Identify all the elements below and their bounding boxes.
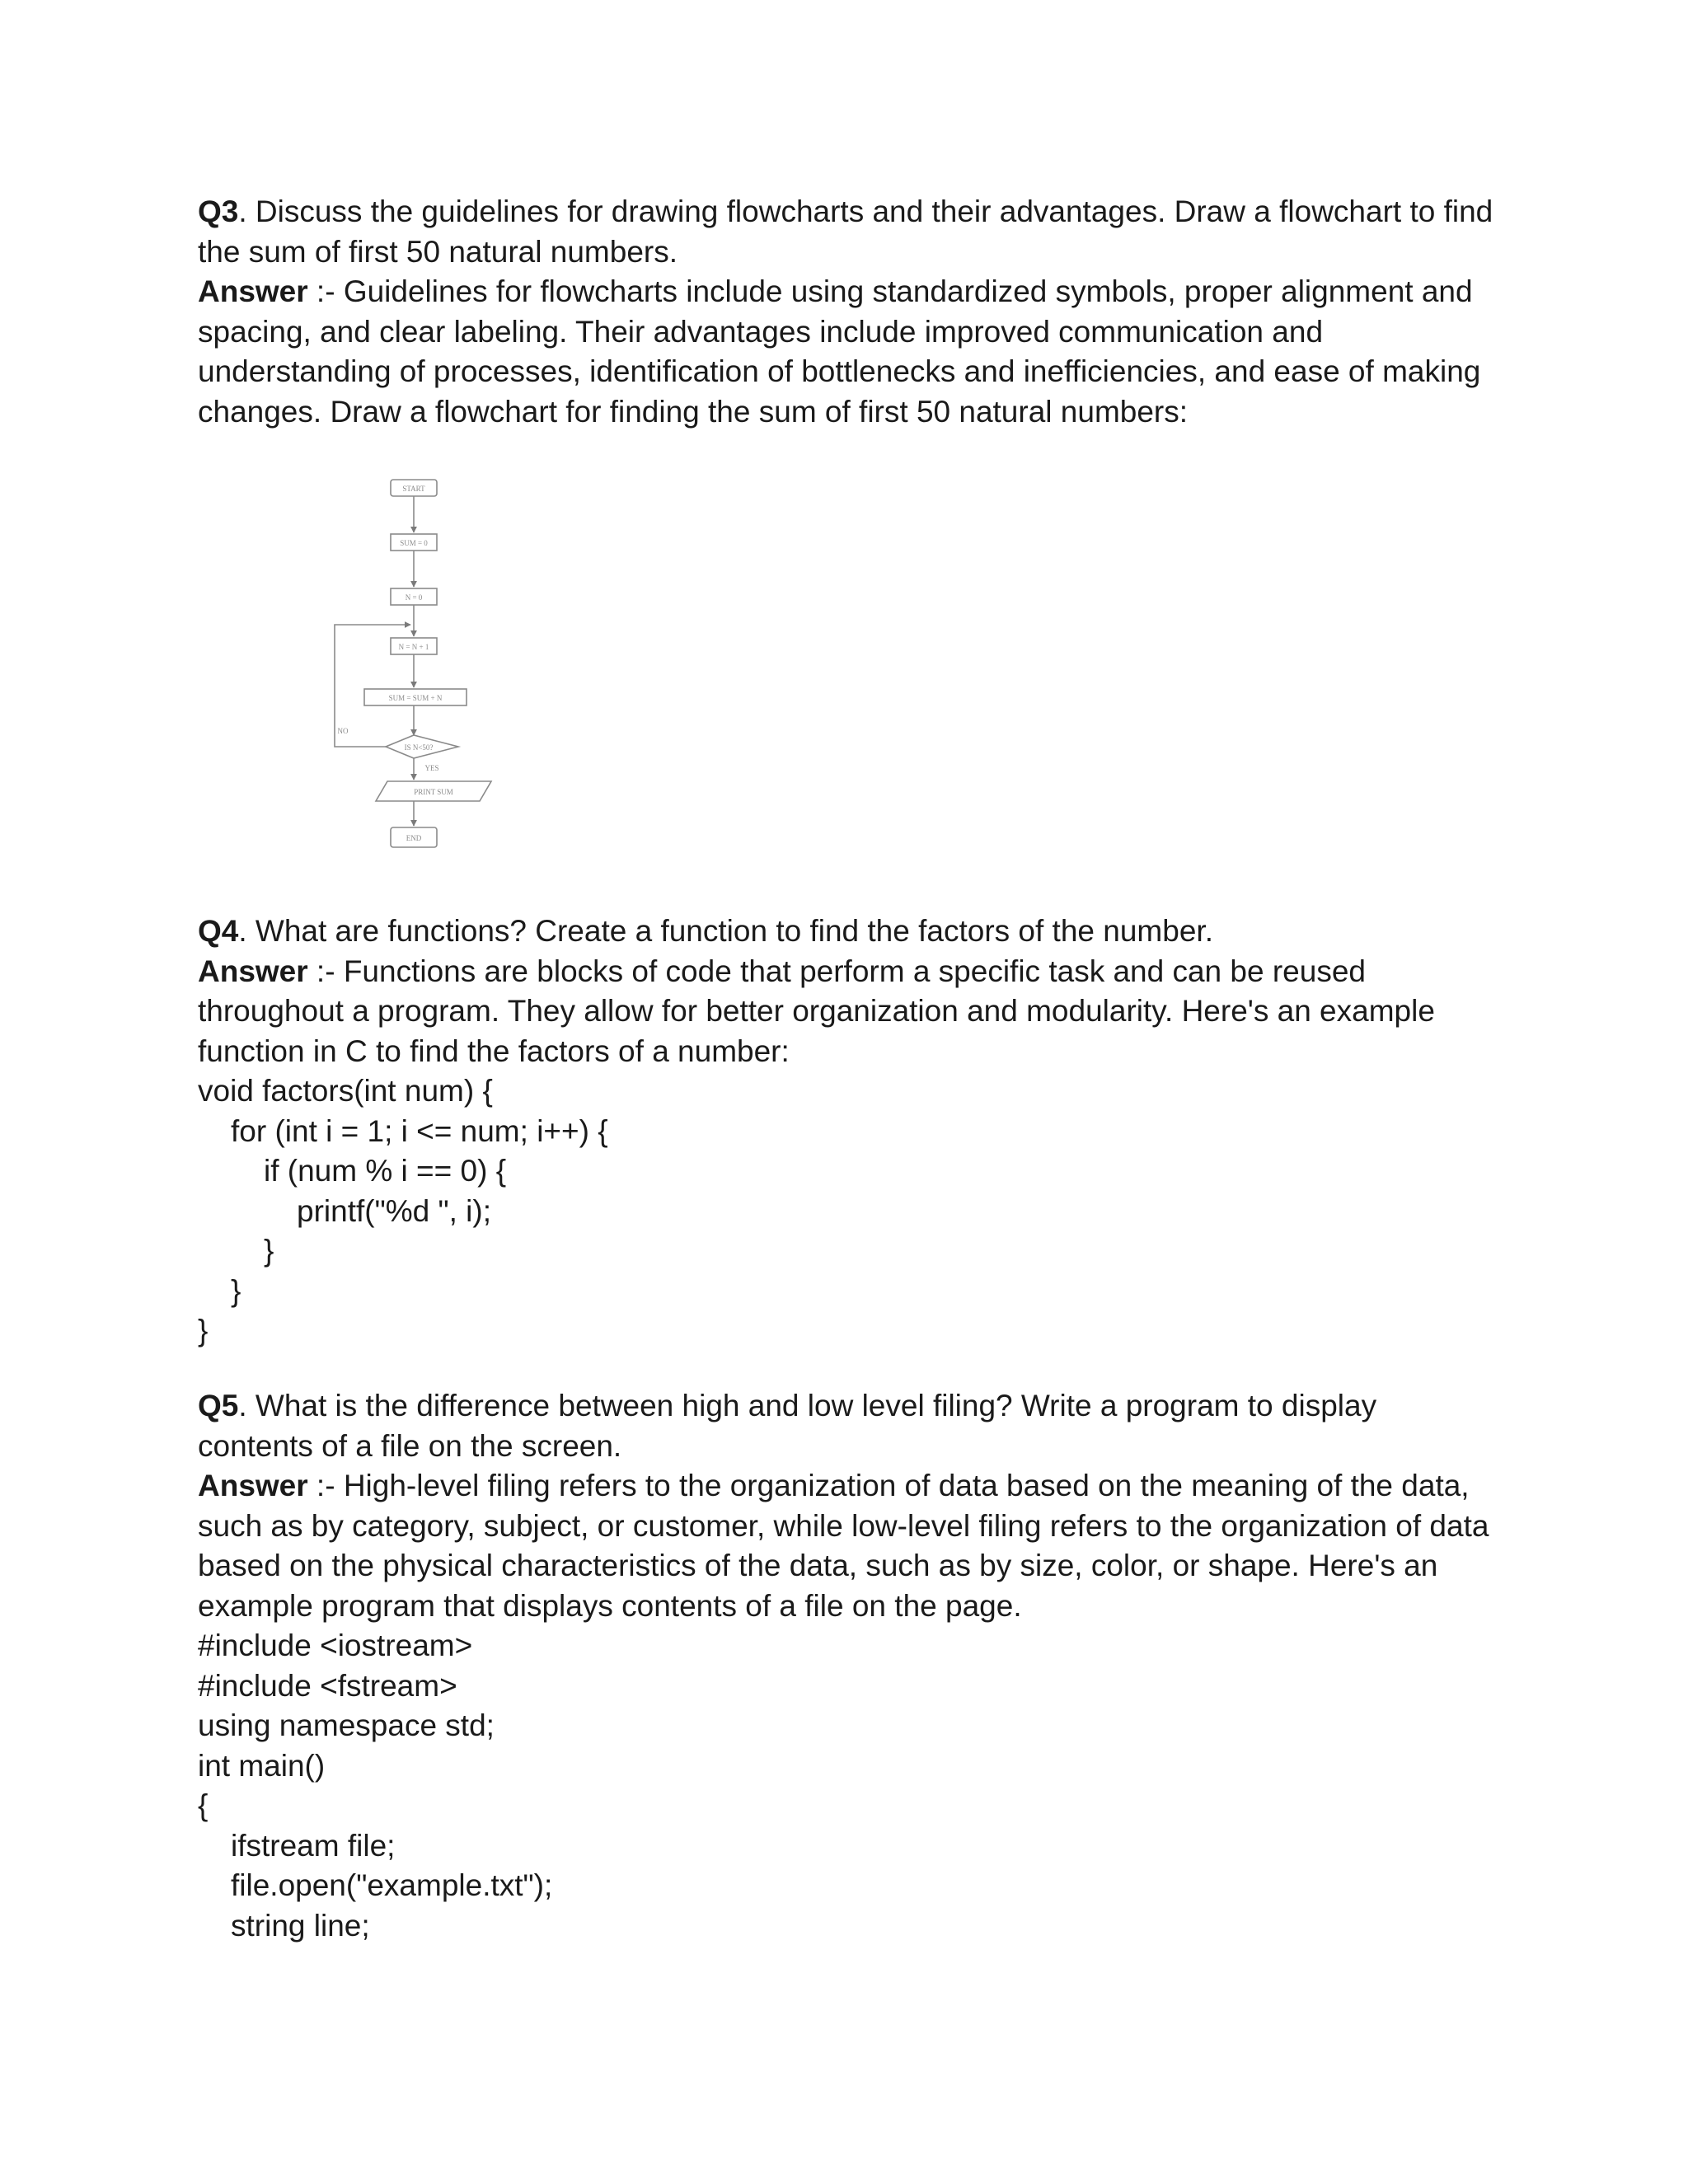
q5-question-text: . What is the difference between high and low level filing? Write a program to display xyxy=(238,1389,1377,1422)
q4-answer-text-1: :- Functions are blocks of code that perform a specific task and can be reused xyxy=(307,954,1366,988)
flowchart-decision-label: IS N<50? xyxy=(404,743,434,752)
q4-code-line: } xyxy=(231,1273,241,1308)
flowchart-n-increment-label: N = N + 1 xyxy=(398,643,429,651)
q4-code-line: } xyxy=(198,1314,209,1347)
q5-answer-line-4: example program that displays contents of a file on the page. xyxy=(198,1588,1022,1623)
q4-answer-line-2: throughout a program. They allow for better organization and modularity. Here's an example xyxy=(198,994,1435,1028)
flowchart-n-init-label: N = 0 xyxy=(405,593,423,602)
flowchart-yes-label: YES xyxy=(424,764,439,772)
q4-code-line: if (num % i == 0) { xyxy=(264,1154,507,1188)
flowchart-print-label: PRINT SUM xyxy=(414,788,453,796)
question-3-section xyxy=(198,192,1508,432)
q4-code-line: for (int i = 1; i <= num; i++) { xyxy=(231,1113,608,1148)
q5-answer-line-2: such as by category, subject, or customer, while low-level filing refers to the organization of data xyxy=(198,1508,1489,1543)
q5-code-line: #include <fstream> xyxy=(198,1668,457,1703)
flowchart-no-label: NO xyxy=(337,727,349,735)
flowchart-diagram xyxy=(321,471,511,859)
q3-question-line-2: the sum of first 50 natural numbers. xyxy=(198,234,678,269)
q4-label: Q4 xyxy=(198,914,239,948)
q5-code-line: ifstream file; xyxy=(231,1828,396,1863)
q5-answer-text-1: :- High-level filing refers to the organization of data based on the meaning of the data, xyxy=(307,1469,1470,1502)
q4-code-block xyxy=(198,1071,1508,1352)
q5-answer-line-3: based on the physical characteristics of the data, such as by size, color, or shape. Here's an xyxy=(198,1549,1438,1582)
q4-answer-label: Answer xyxy=(198,954,308,988)
q4-code-line: void factors(int num) { xyxy=(198,1074,493,1108)
question-5-section xyxy=(198,1386,1508,1946)
q4-code-line: } xyxy=(264,1234,274,1268)
q3-question-text: . Discuss the guidelines for drawing flowcharts and their advantages. Draw a flowchart to find xyxy=(238,194,1493,228)
q5-code-line: file.open("example.txt"); xyxy=(231,1868,553,1902)
q4-answer-line-1 xyxy=(198,952,1508,992)
question-4-section xyxy=(198,912,1508,1352)
q3-answer-label: Answer xyxy=(198,274,308,308)
q4-question-line-1 xyxy=(198,912,1508,952)
q5-code-line: using namespace std; xyxy=(198,1708,495,1742)
q5-code-line: #include <iostream> xyxy=(198,1629,473,1662)
q5-code-line: { xyxy=(198,1788,209,1822)
q5-code-line: int main() xyxy=(198,1748,326,1783)
q4-answer-line-3: function in C to find the factors of a number: xyxy=(198,1033,790,1068)
q3-answer-line-1 xyxy=(198,272,1508,312)
q5-question-line-1 xyxy=(198,1386,1508,1427)
q3-answer-text-1: :- Guidelines for flowcharts include using standardized symbols, proper alignment and xyxy=(307,274,1473,308)
q4-code-line: printf("%d ", i); xyxy=(297,1193,491,1228)
q5-label: Q5 xyxy=(198,1389,239,1422)
q5-answer-label: Answer xyxy=(198,1469,308,1502)
q4-question-text: . What are functions? Create a function to find the factors of the number. xyxy=(238,914,1213,948)
flowchart-start-label: START xyxy=(402,485,425,493)
q5-answer-line-1 xyxy=(198,1466,1508,1507)
q3-label: Q3 xyxy=(198,194,239,228)
q5-question-line-2: contents of a file on the screen. xyxy=(198,1428,622,1463)
flowchart-sum-update-label: SUM = SUM + N xyxy=(388,694,443,702)
sum-flowchart xyxy=(321,471,511,859)
q3-answer-line-4: changes. Draw a flowchart for finding the sum of first 50 natural numbers: xyxy=(198,394,1189,429)
q3-answer-line-3: understanding of processes, identification of bottlenecks and inefficiencies, and ease of making xyxy=(198,354,1481,388)
q3-answer-line-2: spacing, and clear labeling. Their advantages include improved communication and xyxy=(198,314,1324,349)
q5-code-block xyxy=(198,1626,1508,1946)
flowchart-sum-init-label: SUM = 0 xyxy=(400,539,428,547)
flowchart-end-label: END xyxy=(406,834,422,842)
q5-code-line: string line; xyxy=(231,1908,370,1943)
q3-question-line-1 xyxy=(198,192,1508,232)
